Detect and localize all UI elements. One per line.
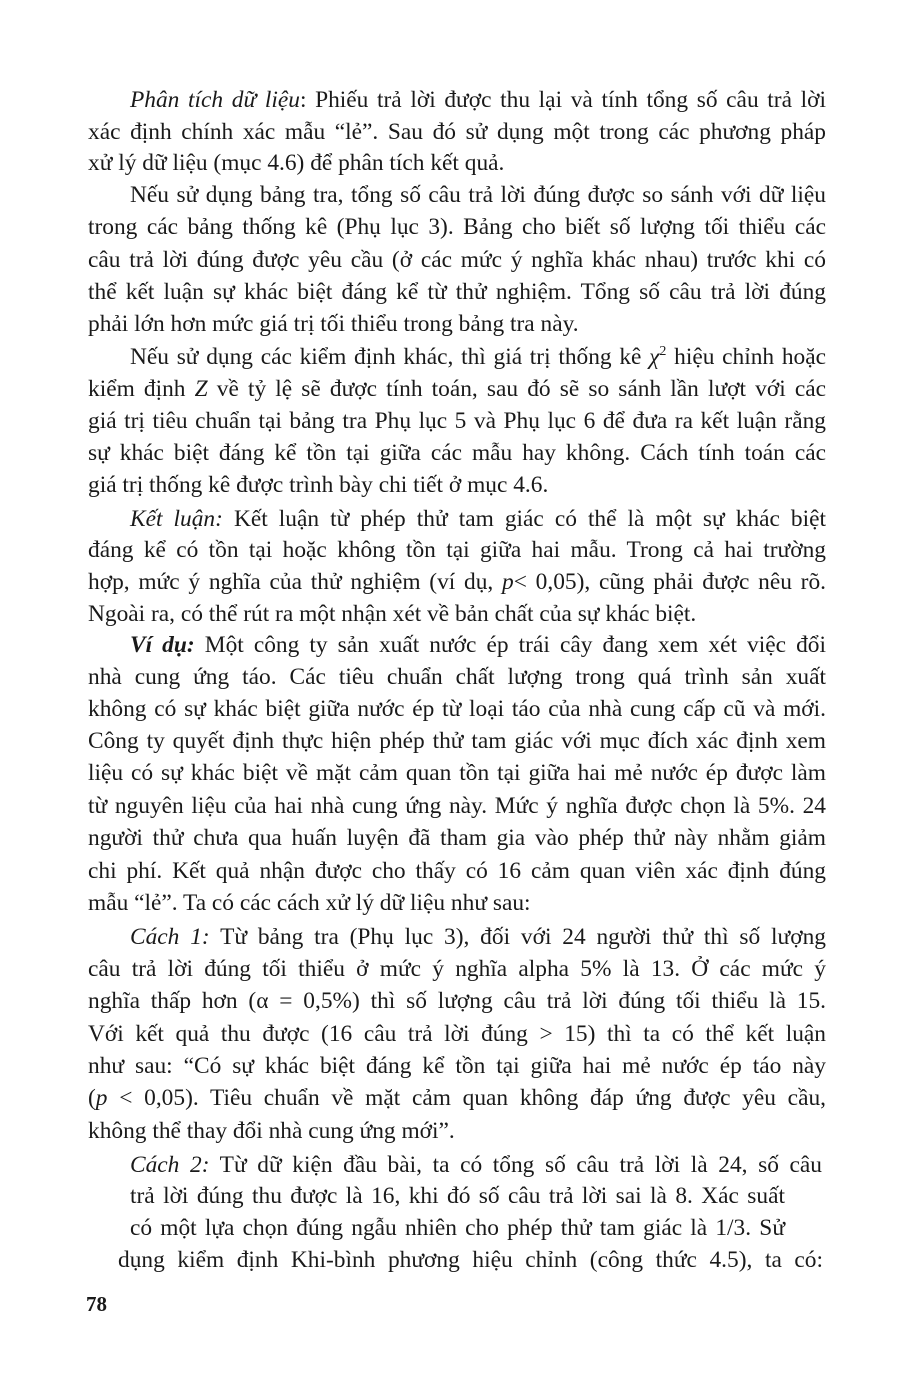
section-label: Cách 2: xyxy=(130,1152,210,1178)
section-label: Cách 1: xyxy=(130,924,210,950)
chi-symbol: χ xyxy=(649,344,660,370)
text-line: Ví dụ: Một công ty sản xuất nước ép trái cây đang xem xét việc đổi xyxy=(130,632,826,658)
text-line: (p < 0,05). Tiêu chuẩn về mặt cảm quan không đáp ứng được yêu cầu, xyxy=(88,1085,826,1111)
text-line: Công ty quyết định thực hiện phép thử tam giác với mục đích xác định xem xyxy=(88,728,826,754)
text-line: Với kết quả thu được (16 câu trả lời đúng > 15) thì ta có thể kết luận xyxy=(88,1021,826,1047)
text-line: trong các bảng thống kê (Phụ lục 3). Bảng cho biết số lượng tối thiểu các xyxy=(88,214,826,240)
section-label: Phân tích dữ liệu xyxy=(130,87,300,113)
text-line: hợp, mức ý nghĩa của thử nghiệm (ví dụ, p< 0,05), cũng phải được nêu rõ. xyxy=(88,569,826,595)
text-line: liệu có sự khác biệt về mặt cảm quan tồn tại giữa hai mẻ nước ép được làm xyxy=(88,760,826,786)
text-line: không thể thay đổi nhà cung ứng mới”. xyxy=(88,1118,455,1144)
text-line: người thử chưa qua huấn luyện đã tham gia vào phép thử này nhằm giảm xyxy=(88,825,826,851)
text-line: câu trả lời đúng được yêu cầu (ở các mức ý nghĩa khác nhau) trước khi có xyxy=(88,247,826,273)
text-line: Phân tích dữ liệu: Phiếu trả lời được thu lại và tính tổng số câu trả lời xyxy=(130,87,826,113)
text-line: nhà cung ứng táo. Các tiêu chuẩn chất lượng trong quá trình sản xuất xyxy=(88,664,826,690)
text-line: đáng kể có tồn tại hoặc không tồn tại giữa hai mẫu. Trong cả hai trường xyxy=(88,537,826,563)
text-line: như sau: “Có sự khác biệt đáng kể tồn tại giữa hai mẻ nước ép táo này xyxy=(88,1053,826,1079)
page-number: 78 xyxy=(86,1292,107,1316)
text-line: từ nguyên liệu của hai nhà cung ứng này. Mức ý nghĩa được chọn là 5%. 24 xyxy=(88,793,826,819)
text-line: xác định chính xác mẫu “lẻ”. Sau đó sử dụng một trong các phương pháp xyxy=(88,119,826,145)
text-line: câu trả lời đúng tối thiểu ở mức ý nghĩa alpha 5% là 13. Ở các mức ý xyxy=(88,956,826,982)
text-line: sự khác biệt đáng kể tồn tại giữa các mẫu hay không. Cách tính toán các xyxy=(88,440,826,466)
text-line: không có sự khác biệt giữa nước ép từ loại táo của nhà cung cấp cũ và mới. xyxy=(88,696,826,722)
text-line: Nếu sử dụng bảng tra, tổng số câu trả lời đúng được so sánh với dữ liệu xyxy=(130,182,826,208)
text-line: Kết luận: Kết luận từ phép thử tam giác có thể là một sự khác biệt xyxy=(130,506,826,532)
text-line: Cách 1: Từ bảng tra (Phụ lục 3), đối với 24 người thử thì số lượng xyxy=(130,924,826,950)
text-line: chi phí. Kết quả nhận được cho thấy có 16 cảm quan viên xác định đúng xyxy=(88,858,826,884)
text-line: giá trị thống kê được trình bày chi tiết ở mục 4.6. xyxy=(88,472,549,498)
text-line: có một lựa chọn đúng ngẫu nhiên cho phép thử tam giác là 1/3. Sử xyxy=(130,1215,785,1241)
text-line: Nếu sử dụng các kiểm định khác, thì giá trị thống kê $\chi^2$ hiệu chỉnh hoặc xyxy=(130,343,826,370)
text-line: mẫu “lẻ”. Ta có các cách xử lý dữ liệu như sau: xyxy=(88,890,531,916)
text-line: trả lời đúng thu được là 16, khi đó số câu trả lời sai là 8. Xác suất xyxy=(130,1183,785,1209)
section-label: Kết luận: xyxy=(130,506,223,532)
text-line: kiểm định Z về tỷ lệ sẽ được tính toán, sau đó sẽ so sánh lần lượt với các xyxy=(88,376,826,402)
text-line: giá trị tiêu chuẩn tại bảng tra Phụ lục 5 và Phụ lục 6 để đưa ra kết luận rằng xyxy=(88,408,826,434)
text-line: nghĩa thấp hơn (α = 0,5%) thì số lượng câu trả lời đúng tối thiểu là 15. xyxy=(88,988,826,1014)
text-line: Ngoài ra, có thể rút ra một nhận xét về bản chất của sự khác biệt. xyxy=(88,601,697,627)
text-line: thể kết luận sự khác biệt đáng kể từ thử nghiệm. Tổng số câu trả lời đúng xyxy=(88,279,826,305)
section-label: Ví dụ: xyxy=(130,632,195,658)
text-line: phải lớn hơn mức giá trị tối thiểu trong bảng tra này. xyxy=(88,311,579,337)
text-line: xử lý dữ liệu (mục 4.6) để phân tích kết quả. xyxy=(88,150,505,176)
text-line: dụng kiểm định Khi-bình phương hiệu chỉnh (công thức 4.5), ta có: xyxy=(118,1247,823,1273)
text-line: Cách 2: Từ dữ kiện đầu bài, ta có tổng số câu trả lời là 24, số câu xyxy=(130,1152,822,1178)
